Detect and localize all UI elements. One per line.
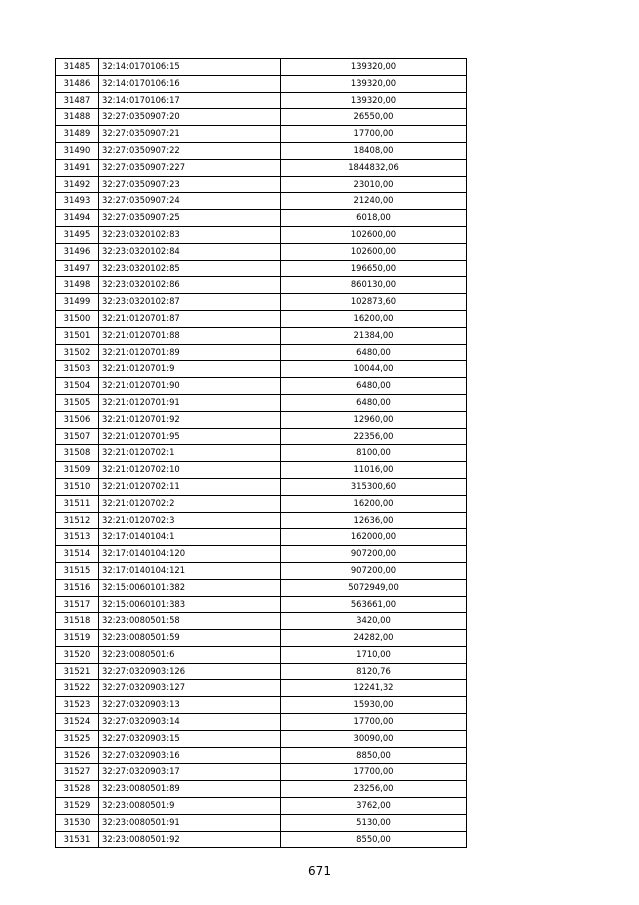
cadastral-number-cell: 32:27:0350907:227: [99, 159, 281, 176]
row-number-cell: 31513: [56, 529, 99, 546]
cadastral-number-cell: 32:21:0120701:90: [99, 378, 281, 395]
table-row: [56, 512, 467, 529]
cadastral-value-cell: 16200,00: [281, 495, 467, 512]
cadastral-number-cell: 32:21:0120701:88: [99, 327, 281, 344]
cadastral-number-cell: 32:21:0120702:1: [99, 445, 281, 462]
row-number-cell: 31489: [56, 126, 99, 143]
row-number-cell: 31511: [56, 495, 99, 512]
cadastral-value-cell: 8100,00: [281, 445, 467, 462]
row-number-cell: 31505: [56, 394, 99, 411]
row-number-cell: 31491: [56, 159, 99, 176]
row-number-cell: 31495: [56, 226, 99, 243]
table-row: [56, 697, 467, 714]
row-number-cell: 31499: [56, 294, 99, 311]
table-row: [56, 210, 467, 227]
table-row: [56, 75, 467, 92]
row-number-cell: 31527: [56, 764, 99, 781]
cadastral-value-cell: 11016,00: [281, 462, 467, 479]
cadastral-number-cell: 32:23:0320102:84: [99, 243, 281, 260]
row-number-cell: 31524: [56, 714, 99, 731]
cadastral-number-cell: 32:21:0120701:9: [99, 361, 281, 378]
table-row: [56, 730, 467, 747]
cadastral-number-cell: 32:23:0320102:87: [99, 294, 281, 311]
table-row: [56, 92, 467, 109]
row-number-cell: 31490: [56, 142, 99, 159]
cadastral-number-cell: 32:23:0080501:6: [99, 646, 281, 663]
cadastral-number-cell: 32:17:0140104:120: [99, 546, 281, 563]
cadastral-value-cell: 17700,00: [281, 714, 467, 731]
row-number-cell: 31504: [56, 378, 99, 395]
cadastral-value-cell: 18408,00: [281, 142, 467, 159]
cadastral-value-cell: 907200,00: [281, 546, 467, 563]
row-number-cell: 31530: [56, 814, 99, 831]
row-number-cell: 31519: [56, 630, 99, 647]
cadastral-number-cell: 32:27:0320903:126: [99, 663, 281, 680]
row-number-cell: 31488: [56, 109, 99, 126]
cadastral-value-cell: 10044,00: [281, 361, 467, 378]
row-number-cell: 31518: [56, 613, 99, 630]
cadastral-value-cell: 907200,00: [281, 562, 467, 579]
row-number-cell: 31485: [56, 59, 99, 76]
cadastral-value-cell: 5130,00: [281, 814, 467, 831]
table-row: [56, 781, 467, 798]
cadastral-value-cell: 21384,00: [281, 327, 467, 344]
cadastral-value-cell: 1844832,06: [281, 159, 467, 176]
cadastral-value-cell: 860130,00: [281, 277, 467, 294]
row-number-cell: 31517: [56, 596, 99, 613]
cadastral-number-cell: 32:21:0120701:91: [99, 394, 281, 411]
row-number-cell: 31497: [56, 260, 99, 277]
cadastral-number-cell: 32:21:0120702:10: [99, 462, 281, 479]
table-row: [56, 428, 467, 445]
cadastral-number-cell: 32:27:0350907:23: [99, 176, 281, 193]
cadastral-number-cell: 32:27:0320903:13: [99, 697, 281, 714]
row-number-cell: 31521: [56, 663, 99, 680]
row-number-cell: 31525: [56, 730, 99, 747]
row-number-cell: 31494: [56, 210, 99, 227]
cadastral-value-cell: 3420,00: [281, 613, 467, 630]
table-row: [56, 176, 467, 193]
cadastral-value-cell: 6480,00: [281, 378, 467, 395]
table-row: [56, 764, 467, 781]
table-row: [56, 462, 467, 479]
row-number-cell: 31492: [56, 176, 99, 193]
cadastral-number-cell: 32:21:0120701:95: [99, 428, 281, 445]
table-row: [56, 142, 467, 159]
cadastral-number-cell: 32:27:0320903:15: [99, 730, 281, 747]
cadastral-value-cell: 162000,00: [281, 529, 467, 546]
cadastral-value-cell: 3762,00: [281, 798, 467, 815]
cadastral-number-cell: 32:17:0140104:121: [99, 562, 281, 579]
row-number-cell: 31516: [56, 579, 99, 596]
table-row: [56, 193, 467, 210]
table-row: [56, 646, 467, 663]
cadastral-number-cell: 32:14:0170106:17: [99, 92, 281, 109]
cadastral-value-cell: 8550,00: [281, 831, 467, 848]
cadastral-number-cell: 32:17:0140104:1: [99, 529, 281, 546]
table-row: [56, 747, 467, 764]
table-row: [56, 294, 467, 311]
row-number-cell: 31502: [56, 344, 99, 361]
cadastral-number-cell: 32:27:0350907:25: [99, 210, 281, 227]
table-row: [56, 546, 467, 563]
cadastral-number-cell: 32:23:0080501:89: [99, 781, 281, 798]
cadastral-value-cell: 22356,00: [281, 428, 467, 445]
table-row: [56, 798, 467, 815]
row-number-cell: 31508: [56, 445, 99, 462]
table-row: [56, 310, 467, 327]
row-number-cell: 31512: [56, 512, 99, 529]
table-row: [56, 243, 467, 260]
cadastral-value-cell: 102600,00: [281, 243, 467, 260]
row-number-cell: 31506: [56, 411, 99, 428]
table-row: [56, 596, 467, 613]
cadastral-value-cell: 102600,00: [281, 226, 467, 243]
table-row: [56, 529, 467, 546]
cadastral-value-cell: 1710,00: [281, 646, 467, 663]
cadastral-value-cell: 196650,00: [281, 260, 467, 277]
table-row: [56, 59, 467, 76]
cadastral-number-cell: 32:21:0120701:89: [99, 344, 281, 361]
cadastral-number-cell: 32:27:0320903:127: [99, 680, 281, 697]
row-number-cell: 31531: [56, 831, 99, 848]
table-row: [56, 260, 467, 277]
table-row: [56, 445, 467, 462]
cadastral-number-cell: 32:23:0320102:83: [99, 226, 281, 243]
table-row: [56, 411, 467, 428]
cadastral-number-cell: 32:21:0120702:2: [99, 495, 281, 512]
table-row: [56, 226, 467, 243]
row-number-cell: 31496: [56, 243, 99, 260]
cadastral-value-cell: 24282,00: [281, 630, 467, 647]
row-number-cell: 31501: [56, 327, 99, 344]
cadastral-number-cell: 32:15:0060101:382: [99, 579, 281, 596]
cadastral-number-cell: 32:21:0120702:3: [99, 512, 281, 529]
cadastral-number-cell: 32:27:0350907:20: [99, 109, 281, 126]
table-row: [56, 613, 467, 630]
table-row: [56, 327, 467, 344]
cadastral-value-cell: 102873,60: [281, 294, 467, 311]
cadastral-number-cell: 32:23:0320102:86: [99, 277, 281, 294]
cadastral-number-cell: 32:21:0120702:11: [99, 478, 281, 495]
table-row: [56, 663, 467, 680]
table-row: [56, 562, 467, 579]
cadastral-value-cell: 23256,00: [281, 781, 467, 798]
cadastral-value-cell: 30090,00: [281, 730, 467, 747]
cadastral-value-cell: 139320,00: [281, 75, 467, 92]
table-row: [56, 277, 467, 294]
cadastral-value-cell: 12241,32: [281, 680, 467, 697]
cadastral-number-cell: 32:14:0170106:16: [99, 75, 281, 92]
row-number-cell: 31515: [56, 562, 99, 579]
cadastral-value-cell: 17700,00: [281, 126, 467, 143]
row-number-cell: 31507: [56, 428, 99, 445]
cadastral-value-cell: 8120,76: [281, 663, 467, 680]
cadastral-value-cell: 16200,00: [281, 310, 467, 327]
table-row: [56, 478, 467, 495]
row-number-cell: 31514: [56, 546, 99, 563]
table-row: [56, 814, 467, 831]
cadastral-number-cell: 32:14:0170106:15: [99, 59, 281, 76]
cadastral-value-cell: 139320,00: [281, 59, 467, 76]
table-row: [56, 714, 467, 731]
cadastral-number-cell: 32:23:0080501:59: [99, 630, 281, 647]
cadastral-value-cell: 6480,00: [281, 344, 467, 361]
row-number-cell: 31520: [56, 646, 99, 663]
row-number-cell: 31500: [56, 310, 99, 327]
row-number-cell: 31522: [56, 680, 99, 697]
table-row: [56, 495, 467, 512]
cadastral-value-cell: 139320,00: [281, 92, 467, 109]
cadastral-number-cell: 32:21:0120701:92: [99, 411, 281, 428]
cadastral-value-cell: 15930,00: [281, 697, 467, 714]
table-row: [56, 680, 467, 697]
table-row: [56, 126, 467, 143]
cadastral-value-cell: 12636,00: [281, 512, 467, 529]
cadastral-value-cell: 26550,00: [281, 109, 467, 126]
row-number-cell: 31509: [56, 462, 99, 479]
cadastral-number-cell: 32:23:0080501:91: [99, 814, 281, 831]
row-number-cell: 31510: [56, 478, 99, 495]
table-row: [56, 344, 467, 361]
cadastral-number-cell: 32:15:0060101:383: [99, 596, 281, 613]
table-row: [56, 159, 467, 176]
table-row: [56, 579, 467, 596]
cadastral-value-cell: 23010,00: [281, 176, 467, 193]
cadastral-number-cell: 32:23:0080501:58: [99, 613, 281, 630]
cadastral-number-cell: 32:21:0120701:87: [99, 310, 281, 327]
row-number-cell: 31487: [56, 92, 99, 109]
row-number-cell: 31486: [56, 75, 99, 92]
cadastral-value-cell: 6480,00: [281, 394, 467, 411]
cadastral-value-cell: 8850,00: [281, 747, 467, 764]
cadastral-number-cell: 32:27:0320903:17: [99, 764, 281, 781]
cadastral-number-cell: 32:27:0320903:14: [99, 714, 281, 731]
cadastral-number-cell: 32:27:0320903:16: [99, 747, 281, 764]
cadastral-value-cell: 6018,00: [281, 210, 467, 227]
table-row: [56, 378, 467, 395]
cadastral-value-cell: 21240,00: [281, 193, 467, 210]
cadastral-number-cell: 32:23:0080501:92: [99, 831, 281, 848]
table-row: [56, 361, 467, 378]
cadastral-number-cell: 32:27:0350907:24: [99, 193, 281, 210]
row-number-cell: 31493: [56, 193, 99, 210]
cadastral-value-cell: 563661,00: [281, 596, 467, 613]
table-row: [56, 831, 467, 848]
row-number-cell: 31526: [56, 747, 99, 764]
cadastral-value-cell: 5072949,00: [281, 579, 467, 596]
row-number-cell: 31528: [56, 781, 99, 798]
row-number-cell: 31523: [56, 697, 99, 714]
row-number-cell: 31529: [56, 798, 99, 815]
table-row: [56, 394, 467, 411]
cadastral-number-cell: 32:27:0350907:22: [99, 142, 281, 159]
row-number-cell: 31498: [56, 277, 99, 294]
table-row: [56, 630, 467, 647]
cadastral-value-cell: 315300,60: [281, 478, 467, 495]
table-row: [56, 109, 467, 126]
cadastral-number-cell: 32:23:0080501:9: [99, 798, 281, 815]
cadastral-value-table: [55, 58, 467, 848]
page-number: 671: [308, 864, 331, 878]
cadastral-value-cell: 17700,00: [281, 764, 467, 781]
cadastral-value-cell: 12960,00: [281, 411, 467, 428]
row-number-cell: 31503: [56, 361, 99, 378]
cadastral-number-cell: 32:27:0350907:21: [99, 126, 281, 143]
table-body: [56, 59, 467, 848]
cadastral-number-cell: 32:23:0320102:85: [99, 260, 281, 277]
